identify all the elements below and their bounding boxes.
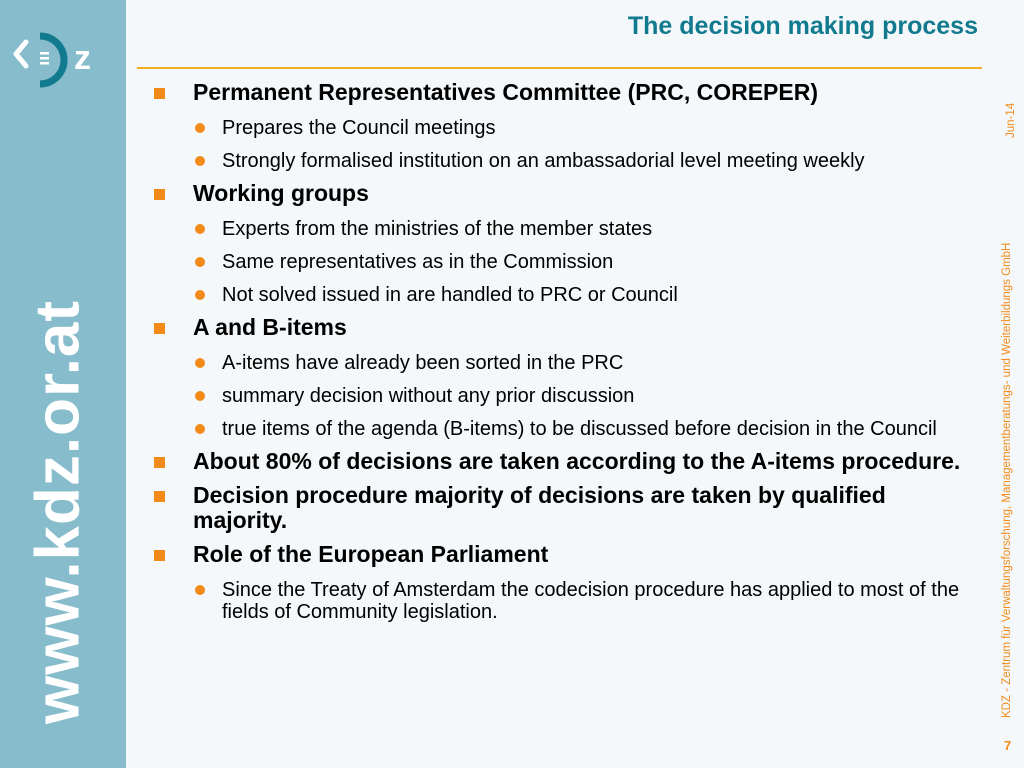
square-bullet-icon xyxy=(154,88,165,99)
bullet-heading-text: Decision procedure majority of decisions are taken by qualified majority. xyxy=(193,482,886,533)
square-bullet-icon xyxy=(154,457,165,468)
square-bullet-icon xyxy=(154,550,165,561)
sub-bullet xyxy=(152,117,972,139)
kdz-logo xyxy=(10,28,102,92)
square-bullet-icon xyxy=(154,491,165,502)
page-number: 7 xyxy=(1004,738,1012,753)
bullet-heading xyxy=(152,315,972,340)
bullet-heading-text: A and B-items xyxy=(193,314,347,340)
sub-bullet-text: Since the Treaty of Amsterdam the codecision procedure has applied to most of the fields of Community legislation. xyxy=(222,579,960,623)
slide-content xyxy=(152,80,972,623)
website-url[interactable]: www.kdz.or.at xyxy=(23,299,93,725)
sub-bullet-text: Strongly formalised institution on an ambassadorial level meeting weekly xyxy=(222,150,865,172)
bullet-heading-text: About 80% of decisions are taken according to the A-items procedure. xyxy=(193,448,961,474)
sub-bullet-text: Prepares the Council meetings xyxy=(222,117,496,139)
organization-footer: KDZ - Zentrum für Verwaltungsforschung, Managementberatungs- und Weiterbildungs GmbH xyxy=(1001,242,1013,718)
sub-bullet-text: Same representatives as in the Commission xyxy=(222,251,614,273)
dot-bullet-icon xyxy=(195,391,205,401)
bullet-heading-text: Working groups xyxy=(193,180,369,206)
logo-letter: z xyxy=(74,39,91,77)
bullet-heading xyxy=(152,80,972,105)
sub-bullet xyxy=(152,352,972,374)
bullet-heading xyxy=(152,449,972,474)
sub-bullet-text: Not solved issued in are handled to PRC or Council xyxy=(222,284,678,306)
sub-bullet-text: A-items have already been sorted in the PRC xyxy=(222,352,624,374)
bullet-heading xyxy=(152,483,972,533)
sub-bullet-text: true items of the agenda (B-items) to be discussed before decision in the Council xyxy=(222,418,937,440)
dot-bullet-icon xyxy=(195,585,205,595)
dot-bullet-icon xyxy=(195,424,205,434)
bullet-heading-text: Role of the European Parliament xyxy=(193,541,549,567)
sub-bullet-text: summary decision without any prior discussion xyxy=(222,385,635,407)
bullet-heading-text: Permanent Representatives Committee (PRC, COREPER) xyxy=(193,79,818,105)
sub-bullet xyxy=(152,385,972,407)
sub-bullet xyxy=(152,284,972,306)
dot-bullet-icon xyxy=(195,123,205,133)
sub-bullet xyxy=(152,150,972,172)
sub-bullet xyxy=(152,418,972,440)
square-bullet-icon xyxy=(154,189,165,200)
sub-bullet xyxy=(152,218,972,240)
dot-bullet-icon xyxy=(195,358,205,368)
dot-bullet-icon xyxy=(195,290,205,300)
dot-bullet-icon xyxy=(195,156,205,166)
slide-date: Jun-14 xyxy=(1005,102,1017,138)
square-bullet-icon xyxy=(154,323,165,334)
sub-bullet-text: Experts from the ministries of the member states xyxy=(222,218,653,240)
bullet-heading xyxy=(152,542,972,567)
bullet-heading xyxy=(152,181,972,206)
sub-bullet xyxy=(152,579,972,623)
page-title: The decision making process xyxy=(627,12,978,40)
dot-bullet-icon xyxy=(195,257,205,267)
dot-bullet-icon xyxy=(195,224,205,234)
title-divider xyxy=(137,67,982,69)
sub-bullet xyxy=(152,251,972,273)
sidebar xyxy=(0,0,126,768)
